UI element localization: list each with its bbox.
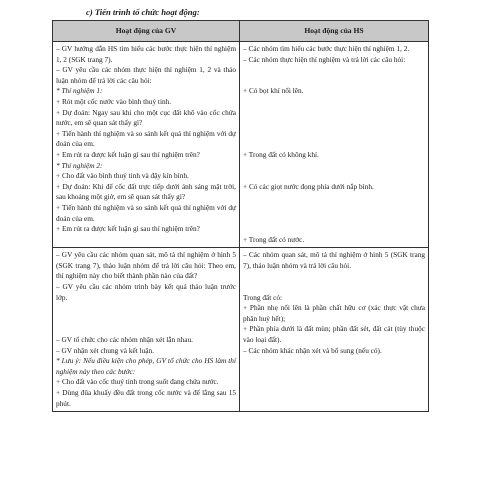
- spacer: [243, 97, 425, 108]
- teacher-activity-cell: [53, 42, 240, 248]
- table-row: [53, 42, 429, 248]
- text-line: + Phần phía dưới là đất mùn; phần đất sét, đất cát (tùy thuộc vào loại đất).: [243, 324, 425, 345]
- spacer: [243, 192, 425, 203]
- teacher-activity-cell: [53, 248, 240, 412]
- text-line: * Lưu ý: Nếu điều kiện cho phép, GV tổ chức cho HS làm thí nghiệm này theo các bước:: [56, 356, 236, 376]
- spacer: [243, 118, 425, 129]
- text-line: – Các nhóm quan sát, mô tả thí nghiệm ở hình 5 (SGK trang 7), thảo luận nhóm và trả lời câu hỏi.: [243, 250, 425, 270]
- text-line: + Tiến hành thí nghiệm và so sánh kết quả thí nghiệm với dự đoán của em.: [56, 202, 236, 223]
- table-row: [53, 248, 429, 412]
- text-line: – Các nhóm tìm hiểu các bước thực hiện thí nghiệm 1, 2.: [243, 44, 410, 53]
- spacer: [56, 303, 236, 314]
- text-line: + Có các giọt nước đọng phía dưới nắp bình.: [243, 181, 374, 191]
- text-line: + Dự đoán: Khi để cốc đất trực tiếp dưới ánh sáng mặt trời, sau khoảng một giờ, em sẽ quan sát thấy gì?: [56, 181, 236, 202]
- text-line: + Cho đất vào bình thuỷ tinh và đậy kín bình.: [56, 171, 189, 181]
- text-line: – Các nhóm khác nhận xét và bổ sung (nếu có).: [243, 345, 382, 355]
- text-line: + Trong đất có nước.: [243, 234, 305, 244]
- text-line: – GV hướng dẫn HS tìm hiểu các bước thực hiện thí nghiệm 1, 2 (SGK trang 7).: [56, 44, 236, 64]
- activity-table: [52, 20, 429, 412]
- text-line: – GV tổ chức cho các nhóm nhận xét lẫn nhau.: [56, 335, 193, 345]
- student-activity-cell: [240, 42, 429, 248]
- text-line: – GV yêu cầu các nhóm trình bày kết quả thảo luận trước lớp.: [56, 282, 236, 302]
- text-line: + Tiến hành thí nghiệm và so sánh kết quả thí nghiệm với dự đoán của em.: [56, 128, 236, 149]
- spacer: [243, 271, 425, 282]
- section-heading: c) Tiến trình tổ chức hoạt động:: [86, 7, 200, 17]
- text-line: + Có bọt khí nổi lên.: [243, 86, 304, 96]
- text-line: Trong đất có:: [243, 292, 283, 302]
- text-line: – Các nhóm thực hiện thí nghiệm và trả lời các câu hỏi:: [243, 54, 406, 64]
- student-activity-cell: [240, 248, 429, 412]
- text-line: + Phần nhẹ nổi lên là phần chất hữu cơ (xác thực vật chưa phân huỷ hết);: [243, 303, 425, 323]
- table-header-row: [53, 21, 429, 42]
- text-line: + Cho đất vào cốc thuỷ tinh trong suốt đang chứa nước.: [56, 377, 219, 387]
- spacer: [243, 76, 425, 87]
- text-line: + Trong đất có không khí.: [243, 149, 319, 159]
- spacer: [243, 108, 425, 119]
- spacer: [243, 224, 425, 235]
- text-line: * Thí nghiệm 2:: [56, 160, 103, 170]
- text-line: + Em rút ra được kết luận gì sau thí nghiệm trên?: [56, 149, 200, 159]
- spacer: [56, 324, 236, 335]
- text-line: – GV yêu cầu các nhóm thực hiện thí nghiệm 1, 2 và thảo luận nhóm để trả lời các câu hỏi:: [56, 65, 236, 85]
- text-line: + Em rút ra được kết luận gì sau thí nghiệm trên?: [56, 224, 200, 234]
- text-line: – GV yêu cầu các nhóm quan sát, mô tả thí nghiệm ở hình 5 (SGK trang 7), thảo luận nhóm để trả lời câu hỏi: Theo em, thí nghiệm này cho biết thành phần nào của đất?: [56, 250, 236, 281]
- spacer: [243, 214, 425, 225]
- spacer: [243, 129, 425, 140]
- text-line: + Dùng đũa khuấy đều đất trong cốc nước và để lắng sau 15 phút.: [56, 388, 236, 408]
- teacher-column-header: Hoạt động của GV: [53, 21, 240, 42]
- text-line: – GV nhận xét chung và kết luận.: [56, 345, 154, 355]
- text-line: + Dự đoán: Ngay sau khi cho một cục đất khô vào cốc chứa nước, em sẽ quan sát thấy gì?: [56, 107, 236, 128]
- spacer: [243, 139, 425, 150]
- spacer: [243, 161, 425, 172]
- spacer: [243, 203, 425, 214]
- student-column-header: Hoạt động của HS: [240, 21, 429, 42]
- spacer: [56, 314, 236, 325]
- spacer: [243, 171, 425, 182]
- spacer: [243, 282, 425, 293]
- spacer: [243, 65, 425, 76]
- text-line: + Rót một cốc nước vào bình thuỷ tinh.: [56, 96, 172, 106]
- text-line: * Thí nghiệm 1:: [56, 86, 103, 96]
